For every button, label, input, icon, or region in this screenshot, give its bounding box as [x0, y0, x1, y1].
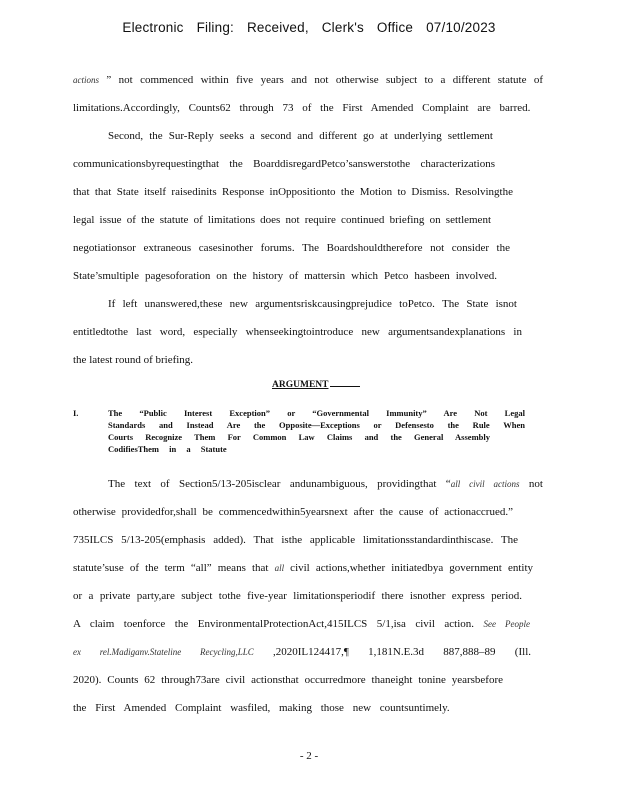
body-line: [73, 617, 530, 631]
text-run: not: [519, 478, 543, 490]
text-run: A claim toenforce the EnvironmentalProtectionAct,415ILCS 5/1,isa civil action.: [73, 618, 484, 630]
body-line: negotiationsor extraneous casesinother forums. The Boardshouldtherefore not consider the: [73, 242, 510, 254]
text-run: The text of Section5/13-205isclear andunambiguous, providingthat “: [108, 478, 451, 490]
italic-text: all: [274, 563, 285, 573]
italic-text: ex rel.Madiganv.Stateline Recycling,LLC: [73, 647, 254, 657]
text-run: civil actions,whether initiatedbya government entity: [284, 562, 533, 574]
body-line: or a private party,are subject tothe five-year limitationsperiodif there isnother express period.: [73, 590, 522, 602]
body-line: [73, 645, 531, 659]
body-line: communicationsbyrequestingthat the BoarddisregardPetco’sanswerstothe characterizations: [73, 158, 495, 170]
italic-text: actions: [73, 75, 99, 85]
text-run: statute’suse of the term “all” means that: [73, 562, 275, 574]
text-run: ,2020IL124417,¶ 1,181N.E.3d 887,888–89 (Ill.: [253, 646, 531, 658]
body-line: If left unanswered,these new argumentsriskcausingprejudice toPetco. The State isnot: [108, 298, 517, 310]
section-number: I.: [73, 408, 79, 418]
argument-heading: ARGUMENT: [272, 380, 360, 390]
section-heading-line: CodifiesThem in a Statute: [108, 444, 227, 454]
page-number: - 2 -: [299, 750, 319, 762]
body-line: 2020). Counts 62 through73are civil actionsthat occurredmore thaneight tonine yearsbefore: [73, 674, 503, 686]
body-line: [73, 561, 533, 575]
section-heading-line: Standards and Instead Are the Opposite—Exceptions or Defensesto the Rule When: [108, 420, 525, 430]
body-line: the First Amended Complaint wasfiled, making those new countsuntimely.: [73, 702, 450, 714]
body-line: limitations.Accordingly, Counts62 through 73 of the First Amended Complaint are barred.: [73, 102, 531, 114]
italic-text: See People: [483, 619, 530, 629]
section-heading-line: Courts Recognize Them For Common Law Claims and the General Assembly: [108, 432, 490, 442]
body-line: that that State itself raisedinits Response inOppositionto the Motion to Dismiss. Resolvingthe: [73, 186, 513, 198]
body-line: Second, the Sur-Reply seeks a second and different go at underlying settlement: [108, 130, 493, 142]
body-line: entitledtothe last word, especially whenseekingtointroduce new argumentsandexplanations in: [73, 326, 522, 338]
body-line: the latest round of briefing.: [73, 354, 194, 366]
italic-text: all civil actions: [450, 479, 520, 489]
body-line: 735ILCS 5/13-205(emphasis added). That isthe applicable limitationsstandardinthiscase. The: [73, 534, 518, 546]
body-line: State’smultiple pagesoforation on the history of mattersin which Petco hasbeen involved.: [73, 270, 497, 282]
section-heading-line: The “Public Interest Exception” or “Governmental Immunity” Are Not Legal: [108, 408, 525, 418]
text-run: ” not commenced within five years and not otherwise subject to a different statute of: [106, 74, 544, 86]
body-line: legal issue of the statute of limitations does not require continued briefing on settlement: [73, 214, 491, 226]
body-line: [73, 73, 543, 87]
body-line: [108, 477, 543, 491]
filing-stamp-header: Electronic Filing: Received, Clerk's Office 07/10/2023: [122, 20, 496, 35]
body-line: otherwise providedfor,shall be commencedwithin5yearsnext after the cause of actionaccrued.”: [73, 506, 513, 518]
